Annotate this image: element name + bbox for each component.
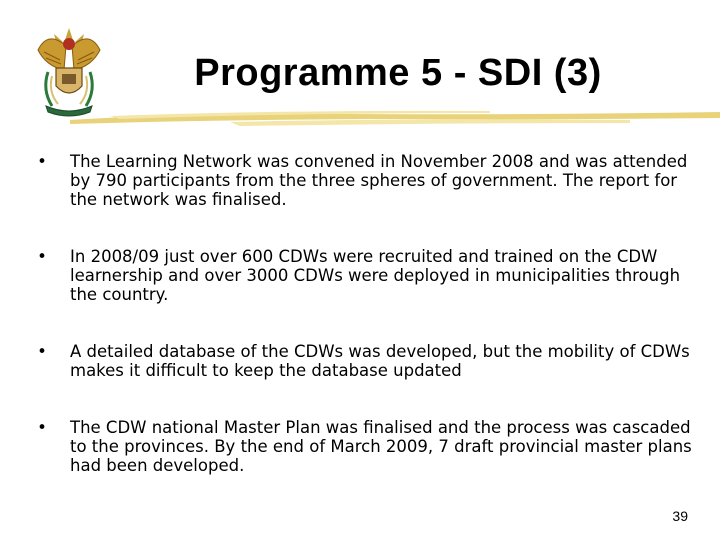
bullet-item-master-plan: [32, 418, 692, 475]
bullet-text: A detailed database of the CDWs was developed, but the mobility of CDWs makes it difficult to keep the database updated: [70, 342, 690, 380]
bullet-marker: •: [37, 247, 47, 266]
bullet-text: In 2008/09 just over 600 CDWs were recruited and trained on the CDW learnership and over 3000 CDWs were deployed in municipalities through the country.: [70, 247, 681, 304]
slide-title: Programme 5 - SDI (3): [194, 52, 602, 94]
page-number: 39: [672, 508, 688, 524]
bullet-item-cdw-recruitment: [32, 247, 692, 304]
bullet-marker: •: [37, 342, 47, 361]
bullet-marker: •: [37, 152, 47, 171]
bullet-marker: •: [37, 418, 47, 437]
bullet-item-learning-network: [32, 152, 692, 209]
bullet-list: [32, 152, 692, 513]
title-underline-brushstroke: [70, 104, 720, 132]
bullet-text: The Learning Network was convened in November 2008 and was attended by 790 participants from the three spheres of government. The report for the network was finalised.: [70, 152, 688, 209]
bullet-item-cdw-database: [32, 342, 692, 380]
bullet-text: The CDW national Master Plan was finalised and the process was cascaded to the provinces. By the end of March 2009, 7 draft provincial master plans had been developed.: [70, 418, 692, 475]
